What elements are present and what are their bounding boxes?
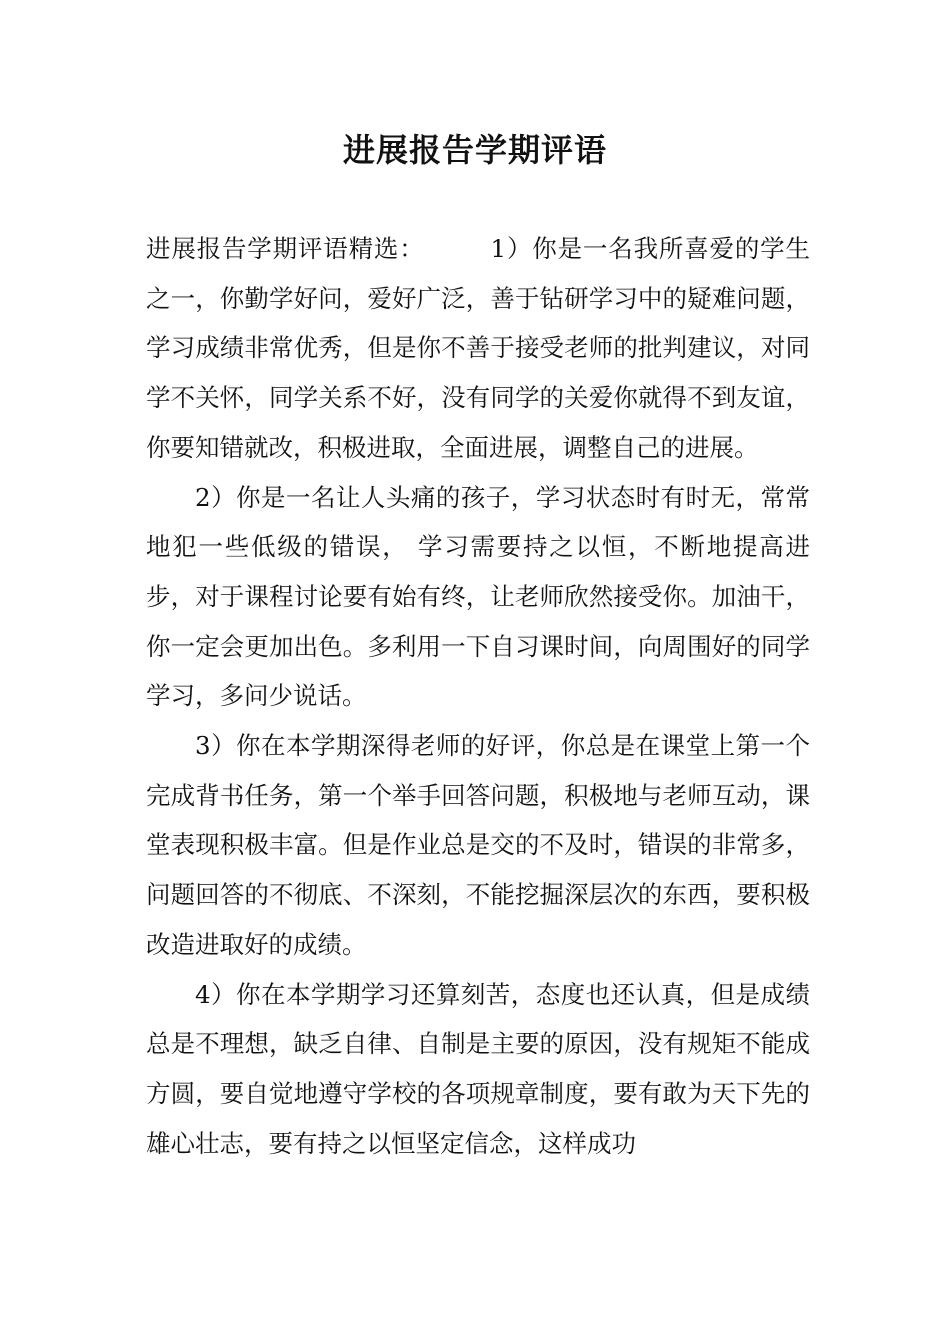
paragraph-4: 4）你在本学期学习还算刻苦，态度也还认真，但是成绩总是不理想，缺乏自律、自制是主要的原因，没有规矩不能成方圆，要自觉地遵守学校的各项规章制度，要有敢为天下先的雄心壮志，要有持之以恒坚定信念，这样成功	[146, 979, 810, 1158]
page-title: 进展报告学期评语	[342, 131, 607, 169]
document-body	[146, 224, 810, 1168]
paragraph-1	[146, 224, 810, 473]
paragraph-2: 2）你是一名让人头痛的孩子，学习状态时有时无，常常地犯一些低级的错误， 学习需要持之以恒，不断地提高进步，对于课程讨论要有始有终，让老师欣然接受你。加油干，你一定会更加出色。多利用一下自习课时间，向周围好的同学学习，多问少说话。	[146, 482, 810, 711]
paragraph-3: 3）你在本学期深得老师的好评，你总是在课堂上第一个完成背书任务，第一个举手回答问题，积极地与老师互动，课堂表现积极丰富。但是作业总是交的不及时，错误的非常多，问题回答的不彻底、不深刻，不能挖掘深层次的东西，要积极改造进取好的成绩。	[146, 731, 810, 959]
intro-label: 进展报告学期评语精选：	[146, 234, 425, 263]
comment-1: 1）你是一名我所喜爱的学生之一，你勤学好问，爱好广泛，善于钻研学习中的疑难问题，学习成绩非常优秀，但是你不善于接受老师的批判建议，对同学不关怀，同学关系不好，没有同学的关爱你就得不到友谊，你要知错就改，积极进取，全面进展，调整自己的进展。	[146, 234, 810, 462]
